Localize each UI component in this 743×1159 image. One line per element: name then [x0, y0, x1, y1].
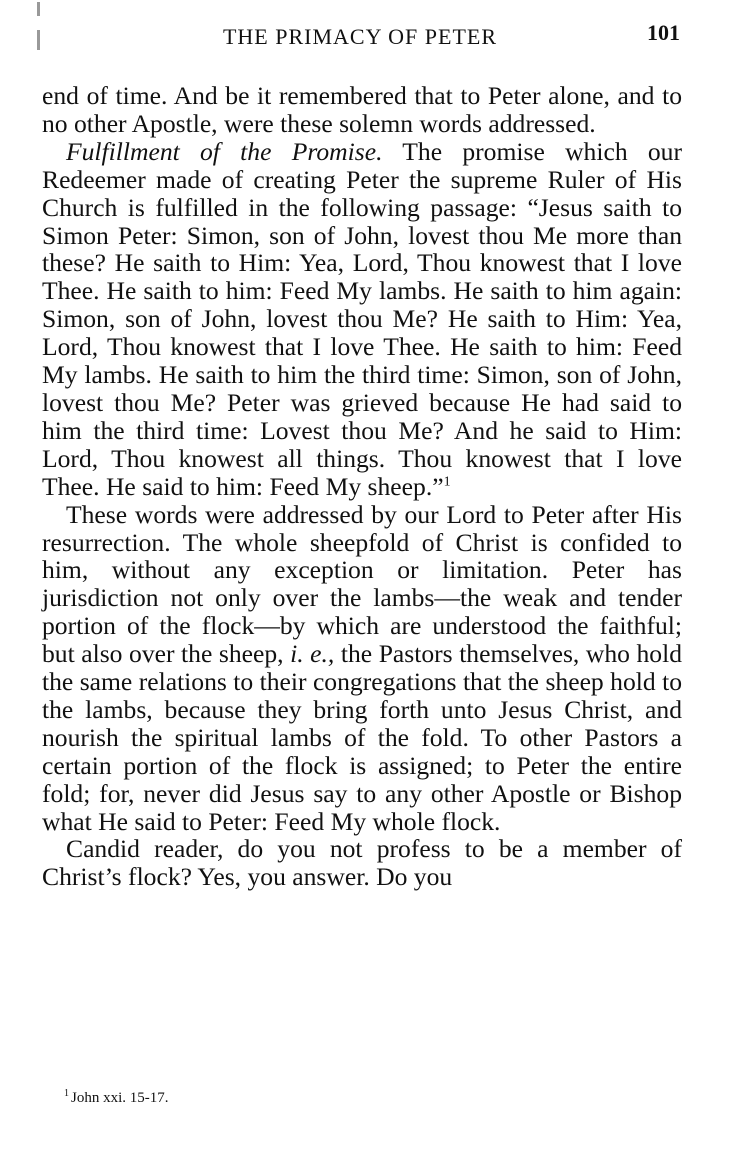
paragraph-2-text: The promise which our Redeemer made of creating Peter the supreme Ruler of His Church is fulfilled in the following passage: “Jesus saith to Simon Peter: Simon, son of John, lovest thou Me more than these? He saith to Him: Yea, Lord, Thou knowest that I love Thee. He saith to him: Feed My lambs. He saith to him again: Simon, son of John, lovest thou Me? He saith to Him: Yea, Lord, Thou knowest that I love Thee. He saith to him: Feed My lambs. He saith to him the third time: Simon, son of John, lovest thou Me? Peter was grieved because He had said to him the third time: Lovest thou Me? And he said to Him: Lord, Thou knowest all things. Thou knowest that I love Thee. He said to him: Feed My sheep.” — [42, 136, 683, 501]
body-text — [42, 82, 682, 891]
run-in-heading: Fulfillment of the Promise. — [66, 136, 383, 166]
footnote-reference: 1 — [443, 474, 451, 490]
paragraph-2 — [42, 138, 682, 501]
footnote — [64, 1090, 169, 1107]
paragraph-3 — [42, 501, 682, 836]
paragraph-4: Candid reader, do you not profess to be a member of Christ’s flock? Yes, you answer. Do you — [42, 834, 682, 892]
paragraph-1: end of time. And be it remembered that to Peter alone, and to no other Apostle, were these solemn words addressed. — [42, 81, 682, 138]
paragraph-3-text-b: the Pastors themselves, who hold the same relations to their congregations that the sheep hold to the lambs, because they bring forth unto Jesus Christ, and nourish the spiritual lambs of the fold. To other Pastors a certain portion of the flock is assigned; to Peter the entire fold; for, never did Jesus say to any other Apostle or Bishop what He said to Peter: Feed My whole flock. — [42, 639, 682, 836]
ie-abbreviation: i. e., — [290, 639, 335, 669]
scan-artifact — [37, 2, 40, 16]
footnote-mark: 1 — [64, 1088, 69, 1099]
paragraph-3-text-a: These words were addressed by our Lord to Peter after His resurrection. The whole sheepfold of Christ is confided to him, without any exception or limitation. Peter has jurisdiction not only over the lambs—the weak and tender portion of the flock—by which are understood the faithful; but also over the sheep, — [42, 499, 682, 669]
page-number: 101 — [647, 20, 680, 45]
footnote-text: John xxi. 15-17. — [71, 1090, 169, 1106]
running-title: THE PRIMACY OF PETER — [222, 24, 498, 49]
running-header — [40, 20, 680, 54]
